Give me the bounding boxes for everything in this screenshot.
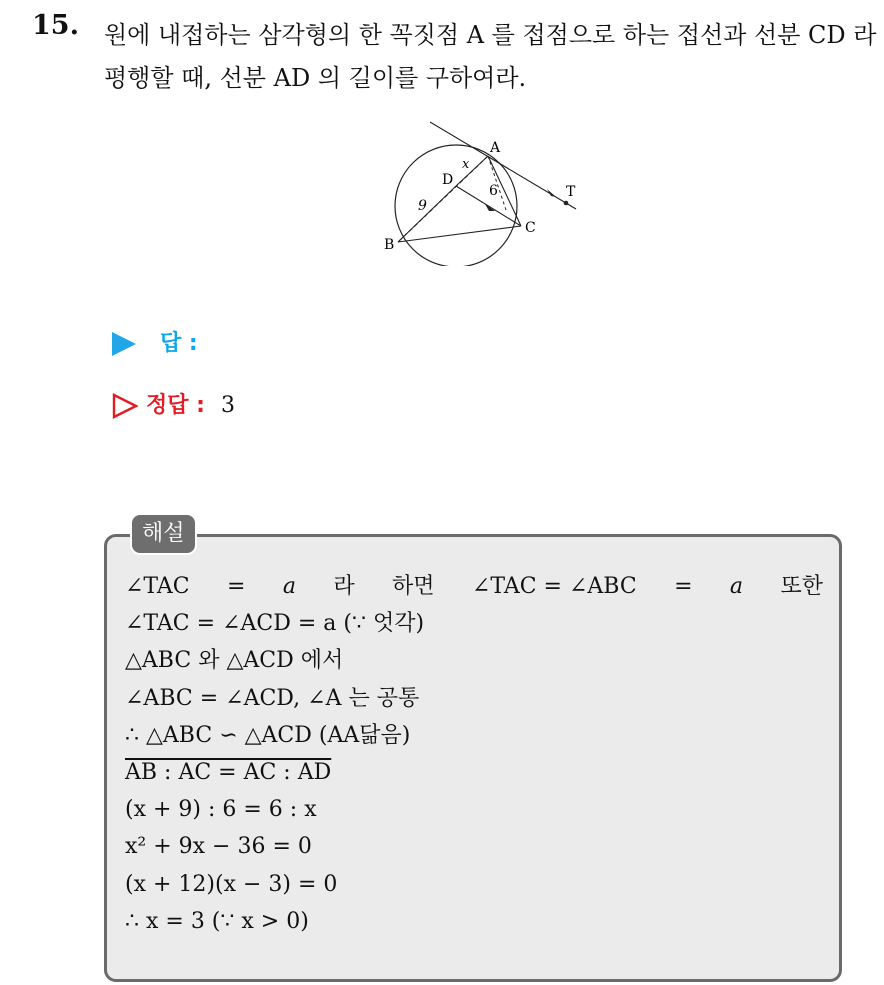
answer-row	[112, 326, 198, 357]
solution-line: ∴ x = 3 (∵ x > 0)	[125, 908, 309, 934]
solution-line: △ABC 와 △ACD 에서	[125, 648, 344, 674]
solution-tag: 해설	[130, 513, 197, 555]
sol-part: 라	[333, 574, 355, 599]
segment-dc-arrow	[485, 204, 495, 211]
label-c: C	[525, 220, 536, 236]
answer-label: 답 :	[160, 331, 198, 356]
side-bc	[398, 226, 521, 242]
solution-line: AB : AC = AC : AD	[125, 759, 332, 785]
play-triangle-icon	[112, 332, 136, 356]
label-6: 6	[489, 183, 498, 199]
label-t: T	[566, 184, 576, 200]
hollow-triangle-icon	[112, 393, 138, 419]
sol-part: 하면	[392, 574, 435, 599]
sol-part: ∠TAC	[125, 574, 190, 599]
correct-answer-row	[112, 388, 235, 419]
solution-lines	[125, 568, 835, 940]
segment-ad	[456, 156, 488, 186]
solution-line: (x + 12)(x − 3) = 0	[125, 871, 338, 897]
sol-part: a	[282, 574, 296, 599]
correct-answer-label: 정답 :	[146, 393, 205, 418]
geometry-figure	[376, 118, 586, 266]
label-a: A	[490, 140, 501, 156]
label-d: D	[442, 172, 454, 188]
label-x: x	[462, 157, 470, 172]
point-t-dot	[564, 201, 569, 206]
solution-line: ∠ABC = ∠ACD, ∠A 는 공통	[125, 685, 420, 711]
sol-part: =	[674, 574, 693, 599]
solution-line: x² + 9x − 36 = 0	[125, 834, 312, 860]
label-9: 9	[418, 198, 427, 214]
sol-part: 또한	[780, 574, 823, 599]
sol-part: =	[227, 574, 246, 599]
solution-line: ∠TAC = ∠ACD = a (∵ 엇각)	[125, 611, 425, 637]
problem-number: 15.	[32, 10, 79, 41]
solution-line-1	[125, 568, 823, 605]
solution-line: (x + 9) : 6 = 6 : x	[125, 797, 317, 823]
sol-part: ∠TAC = ∠ABC	[471, 574, 637, 599]
problem-text: 원에 내접하는 삼각형의 한 꼭짓점 A 를 접점으로 하는 접선과 선분 CD 라 평행할 때, 선분 AD 의 길이를 구하여라.	[104, 21, 877, 92]
solution-line: ∴ △ABC ∽ △ACD (AA닮음)	[125, 722, 411, 748]
sol-part: a	[729, 574, 744, 599]
label-b: B	[384, 237, 395, 253]
correct-answer-value: 3	[220, 393, 235, 418]
side-bd	[398, 186, 456, 242]
